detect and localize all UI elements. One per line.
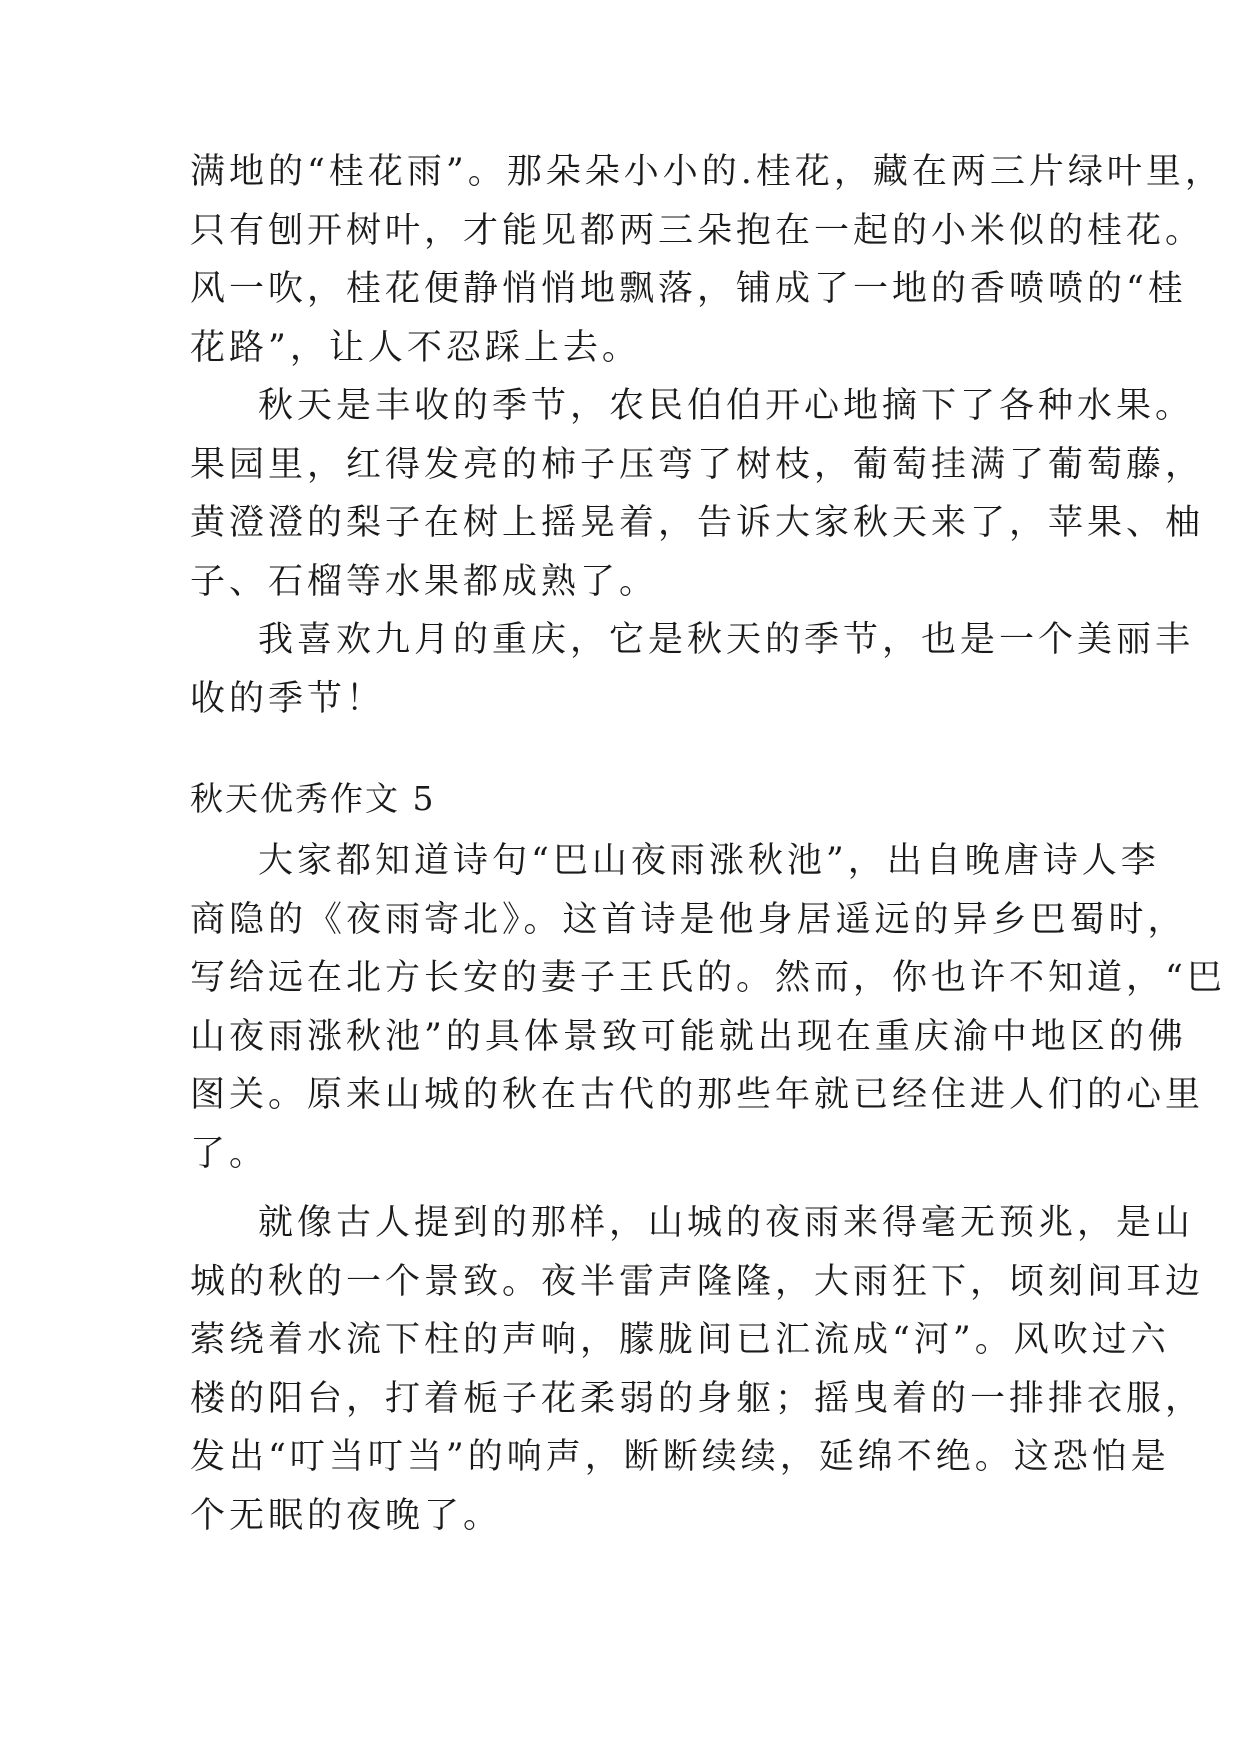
paragraph-2 <box>190 377 1205 611</box>
paragraph-1 <box>190 143 1224 377</box>
paragraph-1-line: 花路”，让人不忍踩上去。 <box>190 327 641 368</box>
paragraph-5-line: 楼的阳台，打着栀子花柔弱的身躯；摇曳着的一排排衣服， <box>190 1378 1205 1419</box>
paragraph-1-line: 风一吹，桂花便静悄悄地飘落，铺成了一地的香喷喷的“桂 <box>190 269 1187 309</box>
paragraph-2-line: 黄澄澄的梨子在树上摇晃着，告诉大家秋天来了，苹果、柚 <box>190 503 1205 543</box>
paragraph-5-line: 城的秋的一个景致。夜半雷声隆隆，大雨狂下，顷刻间耳边 <box>190 1261 1205 1302</box>
paragraph-1-line: 只有刨开树叶，才能见都两三朵抱在一起的小米似的桂花。 <box>190 210 1205 251</box>
paragraph-5-line: 发出“叮当叮当”的响声，断断续续，延绵不绝。这恐怕是 <box>190 1437 1170 1477</box>
paragraph-5-line: 萦绕着水流下柱的声响，朦胧间已汇流成“河”。风吹过六 <box>190 1320 1170 1360</box>
paragraph-3-line: 收的季节！ <box>190 678 386 719</box>
paragraph-4 <box>190 832 1226 1183</box>
paragraph-2-line: 子、石榴等水果都成熟了。 <box>190 561 659 602</box>
paragraph-4-line: 了。 <box>190 1133 269 1174</box>
paragraph-4-line: 山夜雨涨秋池”的具体景致可能就出现在重庆渝中地区的佛 <box>190 1016 1187 1057</box>
paragraph-3 <box>190 611 1195 728</box>
paragraph-5 <box>190 1194 1205 1545</box>
paragraph-4-line: 大家都知道诗句“巴山夜雨涨秋池”，出自晚唐诗人李 <box>258 841 1160 881</box>
paragraph-3-line: 我喜欢九月的重庆，它是秋天的季节，也是一个美丽丰 <box>258 620 1195 660</box>
paragraph-4-line: 写给远在北方长安的妻子王氏的。然而，你也许不知道，“巴 <box>190 958 1226 998</box>
section-heading: 秋天优秀作文 5 <box>190 779 436 818</box>
paragraph-4-line: 商隐的《夜雨寄北》。这首诗是他身居遥远的异乡巴蜀时， <box>190 899 1187 940</box>
paragraph-2-line: 果园里，红得发亮的柿子压弯了树枝，葡萄挂满了葡萄藤， <box>190 444 1205 485</box>
paragraph-1-line: 满地的“桂花雨”。那朵朵小小的.桂花，藏在两三片绿叶里， <box>190 152 1224 192</box>
paragraph-5-line: 就像古人提到的那样，山城的夜雨来得毫无预兆，是山 <box>258 1203 1195 1243</box>
paragraph-5-line: 个无眠的夜晚了。 <box>190 1495 503 1536</box>
paragraph-2-line: 秋天是丰收的季节，农民伯伯开心地摘下了各种水果。 <box>258 386 1195 426</box>
paragraph-4-line: 图关。原来山城的秋在古代的那些年就已经住进人们的心里 <box>190 1075 1205 1115</box>
